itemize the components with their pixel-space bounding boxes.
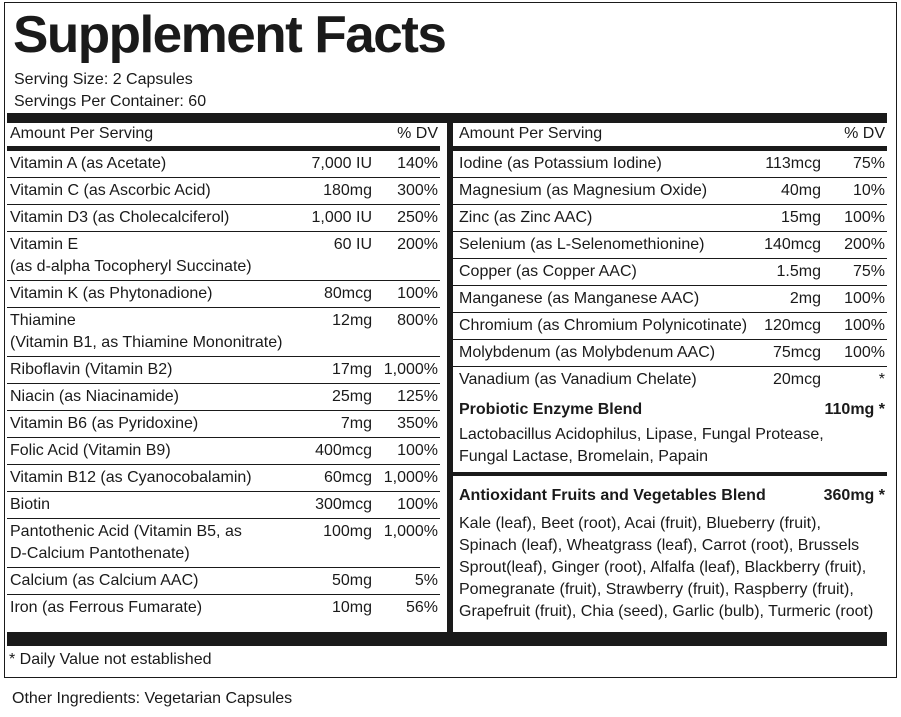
nutrient-row [453, 286, 887, 313]
nutrient-name-line: Vanadium (as Vanadium Chelate) [459, 371, 697, 388]
nutrient-row [453, 259, 887, 286]
blend-ingredients-line: Sprout(leaf), Ginger (root), Alfalfa (leaf), Blackberry (fruit), [459, 559, 867, 576]
panel-title: Supplement Facts [13, 6, 446, 64]
nutrient-name [10, 413, 282, 435]
nutrient-row [453, 367, 887, 393]
daily-value-footnote: * Daily Value not established [9, 651, 212, 668]
nutrient-dv: 1,000% [383, 361, 438, 378]
nutrient-name [10, 234, 282, 278]
nutrient-name-line: Thiamine [10, 312, 76, 329]
nutrient-amount: 180mg [323, 182, 372, 199]
other-ingredients: Other Ingredients: Vegetarian Capsules [12, 690, 293, 707]
nutrient-amount: 300mcg [315, 496, 372, 513]
nutrient-name-line: (Vitamin B1, as Thiamine Mononitrate) [10, 334, 283, 351]
blend-ingredients [453, 422, 887, 472]
nutrient-name-line: Vitamin C (as Ascorbic Acid) [10, 182, 211, 199]
nutrient-dv: 250% [397, 209, 438, 226]
nutrient-dv: 800% [397, 312, 438, 329]
nutrient-row [453, 313, 887, 340]
nutrient-row [7, 281, 440, 308]
nutrient-name-line: Molybdenum (as Molybdenum AAC) [459, 344, 716, 361]
nutrient-amount: 40mg [780, 182, 821, 199]
nutrient-row [453, 178, 887, 205]
nutrient-row [7, 465, 440, 492]
nutrient-name [459, 234, 751, 256]
nutrient-name-line: Biotin [10, 496, 51, 513]
blend-name: Antioxidant Fruits and Vegetables Blend [459, 487, 766, 504]
nutrient-row [7, 308, 440, 357]
serving-size: Serving Size: 2 Capsules [14, 71, 193, 88]
blend-ingredients-line: Grapefruit (fruit), Chia (seed), Garlic (bulb), Turmeric (root) [459, 603, 874, 620]
nutrient-dv: 350% [397, 415, 438, 432]
left-nutrient-list [7, 151, 440, 621]
blend-name: Probiotic Enzyme Blend [459, 401, 643, 418]
nutrient-row [7, 205, 440, 232]
nutrient-dv: * [878, 371, 885, 388]
nutrient-name-line: D-Calcium Pantothenate) [10, 545, 190, 562]
nutrient-name-line: Folic Acid (Vitamin B9) [10, 442, 171, 459]
nutrient-dv: 1,000% [383, 469, 438, 486]
right-column [453, 123, 887, 632]
nutrient-dv: 1,000% [383, 523, 438, 540]
nutrient-row [7, 411, 440, 438]
nutrient-name-line: Manganese (as Manganese AAC) [459, 290, 700, 307]
nutrient-name [10, 207, 282, 229]
nutrient-name-line: Vitamin B12 (as Cyanocobalamin) [10, 469, 252, 486]
nutrient-name [10, 283, 282, 305]
nutrient-amount: 15mg [780, 209, 821, 226]
nutrient-amount: 60mcg [323, 469, 372, 486]
nutrient-dv: 100% [397, 442, 438, 459]
servings-per-container: Servings Per Container: 60 [14, 93, 207, 110]
nutrient-amount: 12mg [332, 312, 373, 329]
dv-label: % DV [844, 125, 885, 142]
nutrient-name-line: Vitamin K (as Phytonadione) [10, 285, 213, 302]
nutrient-name-line: Niacin (as Niacinamide) [10, 388, 179, 405]
blend-header [453, 393, 887, 422]
nutrient-dv: 125% [397, 388, 438, 405]
blend-ingredients-line: Fungal Lactase, Bromelain, Papain [459, 448, 709, 465]
nutrient-row [7, 151, 440, 178]
nutrient-amount: 80mcg [323, 285, 372, 302]
nutrient-row [7, 178, 440, 205]
nutrient-name-line: Magnesium (as Magnesium Oxide) [459, 182, 708, 199]
nutrient-name [10, 570, 282, 592]
nutrient-dv: 5% [414, 572, 438, 589]
nutrient-name [459, 315, 751, 337]
nutrient-amount: 1,000 IU [311, 209, 372, 226]
right-nutrient-list [453, 151, 887, 393]
amount-per-serving-label: Amount Per Serving [459, 125, 603, 142]
nutrient-row [453, 151, 887, 178]
nutrient-dv: 56% [405, 599, 438, 616]
nutrient-dv: 200% [397, 236, 438, 253]
nutrient-row [453, 232, 887, 259]
nutrient-name-line: Vitamin B6 (as Pyridoxine) [10, 415, 199, 432]
nutrient-dv: 75% [852, 155, 885, 172]
nutrient-dv: 100% [397, 285, 438, 302]
nutrient-amount: 2mg [789, 290, 821, 307]
nutrient-name [459, 207, 751, 229]
nutrient-row [453, 205, 887, 232]
nutrient-row [7, 568, 440, 595]
blend-ingredients [453, 508, 887, 627]
nutrient-dv: 300% [397, 182, 438, 199]
left-column [7, 123, 440, 632]
nutrient-name-line: Riboflavin (Vitamin B2) [10, 361, 173, 378]
nutrient-name-line: Vitamin E [10, 236, 79, 253]
nutrient-row [7, 438, 440, 465]
nutrient-name-line: Calcium (as Calcium AAC) [10, 572, 199, 589]
nutrient-name [10, 180, 282, 202]
nutrient-name-line: (as d-alpha Tocopheryl Succinate) [10, 258, 252, 275]
nutrient-amount: 113mcg [765, 155, 821, 172]
nutrient-amount: 60 IU [333, 236, 372, 253]
nutrient-row [7, 492, 440, 519]
nutrient-name [10, 597, 282, 619]
probiotic-enzyme-blend [453, 393, 887, 476]
nutrient-amount: 17mg [331, 361, 372, 378]
nutrient-row [7, 384, 440, 411]
nutrient-name [10, 310, 282, 354]
nutrient-amount: 1.5mg [776, 263, 821, 280]
nutrient-name [10, 521, 282, 565]
nutrient-name-line: Iron (as Ferrous Fumarate) [10, 599, 203, 616]
nutrient-name-line: Vitamin A (as Acetate) [10, 155, 167, 172]
nutrient-amount: 20mcg [772, 371, 821, 388]
nutrient-row [7, 232, 440, 281]
nutrient-amount: 140mcg [764, 236, 821, 253]
nutrient-name-line: Pantothenic Acid (Vitamin B5, as [10, 523, 242, 540]
nutrient-name [10, 359, 282, 381]
blend-amount: 110mg * [824, 401, 885, 418]
nutrient-dv: 10% [852, 182, 885, 199]
blend-ingredients-line: Pomegranate (fruit), Strawberry (fruit), Raspberry (fruit), [459, 581, 854, 598]
antioxidant-blend [453, 476, 887, 627]
blend-ingredients-line: Kale (leaf), Beet (root), Acai (fruit), Blueberry (fruit), [459, 515, 821, 532]
nutrient-dv: 100% [844, 317, 885, 334]
nutrient-dv: 200% [844, 236, 885, 253]
nutrient-name [10, 494, 282, 516]
top-divider-bar [7, 113, 887, 123]
nutrient-amount: 100mg [323, 523, 372, 540]
nutrient-name-line: Zinc (as Zinc AAC) [459, 209, 593, 226]
nutrient-name [459, 288, 751, 310]
nutrient-name [10, 467, 282, 489]
nutrient-amount: 10mg [331, 599, 372, 616]
nutrient-name-line: Chromium (as Chromium Polynicotinate) [459, 317, 748, 334]
nutrient-name [459, 153, 751, 175]
nutrient-row [453, 340, 887, 367]
nutrient-amount: 400mcg [315, 442, 372, 459]
nutrient-name-line: Vitamin D3 (as Cholecalciferol) [10, 209, 230, 226]
nutrient-row [7, 357, 440, 384]
bottom-divider-bar [7, 632, 887, 646]
nutrient-row [7, 595, 440, 621]
nutrient-name [459, 261, 751, 283]
blend-ingredients-line: Lactobacillus Acidophilus, Lipase, Fungal Protease, [459, 426, 824, 443]
nutrient-amount: 50mg [331, 572, 372, 589]
nutrient-name [10, 386, 282, 408]
nutrient-name [459, 180, 751, 202]
nutrient-name [10, 440, 282, 462]
nutrient-dv: 75% [852, 263, 885, 280]
nutrient-name-line: Iodine (as Potassium Iodine) [459, 155, 662, 172]
amount-per-serving-label: Amount Per Serving [10, 125, 154, 142]
blend-header [453, 476, 887, 508]
left-column-header [7, 123, 440, 151]
nutrient-name-line: Selenium (as L-Selenomethionine) [459, 236, 705, 253]
nutrient-dv: 100% [397, 496, 438, 513]
nutrient-amount: 7,000 IU [311, 155, 372, 172]
nutrient-amount: 75mcg [772, 344, 821, 361]
nutrient-name [10, 153, 282, 175]
nutrient-dv: 100% [844, 209, 885, 226]
nutrient-amount: 25mg [331, 388, 372, 405]
nutrient-dv: 140% [397, 155, 438, 172]
nutrient-amount: 7mg [340, 415, 372, 432]
nutrient-amount: 120mcg [764, 317, 821, 334]
right-column-header [453, 123, 887, 151]
nutrient-dv: 100% [844, 344, 885, 361]
nutrient-name [459, 342, 751, 364]
nutrient-name [459, 369, 751, 391]
blend-ingredients-line: Spinach (leaf), Wheatgrass (leaf), Carrot (root), Brussels [459, 537, 860, 554]
dv-label: % DV [397, 125, 438, 142]
nutrient-name-line: Copper (as Copper AAC) [459, 263, 637, 280]
blend-amount: 360mg * [823, 487, 885, 504]
nutrient-dv: 100% [844, 290, 885, 307]
nutrient-row [7, 519, 440, 568]
